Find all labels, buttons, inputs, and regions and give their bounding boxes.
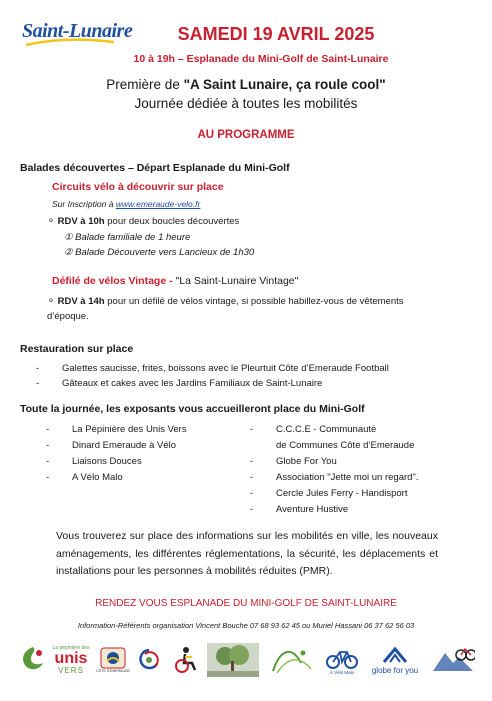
- vintage-title: Défilé de vélos Vintage -: [52, 275, 176, 287]
- list-item: - Liaisons Douces: [46, 456, 142, 467]
- exposant-left: Liaisons Douces: [72, 456, 142, 467]
- partner-logo-unis-vers: [50, 642, 92, 678]
- event-premiere: [0, 77, 492, 92]
- premiere-prefix: Première de: [106, 77, 184, 92]
- partner-logo-jette-moi-un-regard: [206, 642, 260, 678]
- list-item: - C.C.C.E - Communauté: [250, 424, 377, 435]
- rdv-10h-text: pour deux boucles découvertes: [104, 216, 240, 227]
- partner-logo-aventure-hustive: [430, 642, 476, 678]
- exposant-right: C.C.C.E - Communauté: [276, 424, 377, 435]
- list-item: - La Pépinière des Unis Vers: [46, 424, 187, 435]
- partner-text: La pépinière des: [52, 644, 90, 651]
- partner-logo-globe-for-you: [364, 642, 426, 678]
- event-subtitle: 10 à 19h – Esplanade du Mini-Golf de Saint-Lunaire: [133, 53, 389, 65]
- inscription-prefix: Sur Inscription à: [52, 199, 116, 209]
- rendez-vous-line: RENDEZ VOUS ESPLANADE DU MINI-GOLF DE SAINT-LUNAIRE: [95, 598, 397, 609]
- list-item: - Gâteaux et cakes avec les Jardins Familiaux de Saint-Lunaire: [36, 378, 323, 389]
- list-item: - Aventure Hustive: [250, 504, 349, 515]
- restauration-item: Galettes saucisse, frites, boissons avec le Pleurtuit Côte d’Emeraude Football: [62, 363, 389, 374]
- partner-logo-pepiniere-mark: [18, 642, 48, 678]
- vintage-title-line: [52, 275, 298, 287]
- programme-heading: AU PROGRAMME: [197, 129, 295, 141]
- globe-arrow-icon: [380, 646, 410, 666]
- partner-text: globe for you: [371, 665, 419, 675]
- mountain-bike-icon: [431, 645, 475, 675]
- handisport-icon: [135, 646, 163, 674]
- exposant-right: Globe For You: [276, 456, 337, 467]
- event-date-title: SAMEDI 19 AVRIL 2025: [177, 24, 375, 44]
- circuits-title: Circuits vélo à découvrir sur place: [52, 181, 224, 193]
- info-paragraph: Vous trouverez sur place des informations sur les mobilités en ville, les nouveaux aménagements, les différentes réglementations, la sécurité, les déplacements et installations pour les personnes à mobilités réduites (PMR).: [56, 530, 438, 577]
- loop-1: ① Balade familiale de 1 heure: [64, 232, 191, 243]
- loop-2: ② Balade Découverte vers Lancieux de 1h30: [64, 247, 255, 258]
- list-item: - Cercle Jules Ferry - Handisport: [250, 488, 408, 499]
- bullet-icon: ⚬: [47, 216, 55, 227]
- balades-heading: Balades découvertes – Départ Esplanade du Mini-Golf: [20, 162, 290, 174]
- contact-info: Information-Référents organisation Vincent Bouche 07 68 93 62 45 ou Muriel Hassani 06 37 62 56 03: [77, 621, 415, 630]
- rdv-10h-time: RDV à 10h: [57, 216, 105, 227]
- partner-logo-wheelchair: [168, 642, 202, 678]
- exposant-right: Cercle Jules Ferry - Handisport: [276, 488, 408, 499]
- partner-text: unis: [54, 649, 88, 667]
- rdv-14h-line2: d’époque.: [47, 311, 89, 322]
- list-item: - Dinard Emeraude à Vélo: [46, 440, 177, 451]
- exposant-left: La Pépinière des Unis Vers: [72, 424, 187, 435]
- exposant-right: Association "Jette moi un regard".: [276, 472, 419, 483]
- tree-photo-icon: [207, 643, 259, 677]
- bullet-icon: ⚬: [47, 296, 55, 307]
- exposant-right: Aventure Hustive: [276, 504, 349, 515]
- list-item: - Galettes saucisse, frites, boissons avec le Pleurtuit Côte d’Emeraude Football: [36, 363, 389, 374]
- inscription-link[interactable]: www.emeraude-velo.fr: [115, 199, 201, 209]
- partner-logo-cote-emeraude: [96, 642, 130, 678]
- wheelchair-icon: [170, 645, 200, 675]
- exposant-left: Dinard Emeraude à Vélo: [72, 440, 177, 451]
- liaisons-douces-icon: [267, 643, 315, 677]
- bicycle-icon: [325, 646, 359, 670]
- partner-logo-handisport: [134, 642, 164, 678]
- exposant-left: A Vélo Malo: [72, 472, 123, 483]
- partner-logo-liaisons-douces: [266, 642, 316, 678]
- list-item: - Association "Jette moi un regard".: [250, 472, 419, 483]
- list-item: - Globe For You: [250, 456, 337, 467]
- exposants-heading: Toute la journée, les exposants vous accueilleront place du Mini-Golf: [20, 403, 365, 415]
- partner-text: CÔTE D'ÉMERAUDE: [96, 669, 130, 673]
- exposant-right-cont: de Communes Côte d’Emeraude: [276, 440, 415, 451]
- partner-logo-a-velo-malo: [322, 642, 362, 678]
- rdv-14h-text: pour un défilé de vélos vintage, si possible habillez-vous de vêtements: [104, 296, 404, 307]
- premiere-name: "A Saint Lunaire, ça roule cool": [183, 77, 386, 92]
- partner-text: VERS: [58, 665, 84, 675]
- rdv-14h-time: RDV à 14h: [57, 296, 105, 307]
- restauration-item: Gâteaux et cakes avec les Jardins Familiaux de Saint-Lunaire: [62, 378, 323, 389]
- inscription-line: [52, 199, 200, 209]
- vintage-name: "La Saint-Lunaire Vintage": [175, 275, 299, 287]
- rdv-10h: [47, 216, 239, 227]
- emeraude-emblem-icon: [100, 647, 126, 669]
- restauration-heading: Restauration sur place: [20, 343, 134, 355]
- leaf-icon: [19, 645, 47, 675]
- list-item: - A Vélo Malo: [46, 472, 123, 483]
- event-tagline: Journée dédiée à toutes les mobilités: [134, 96, 358, 111]
- rdv-14h: [47, 296, 477, 307]
- site-logo: Saint-Lunaire: [22, 20, 133, 42]
- partner-text: À Vélo Malo: [329, 669, 355, 675]
